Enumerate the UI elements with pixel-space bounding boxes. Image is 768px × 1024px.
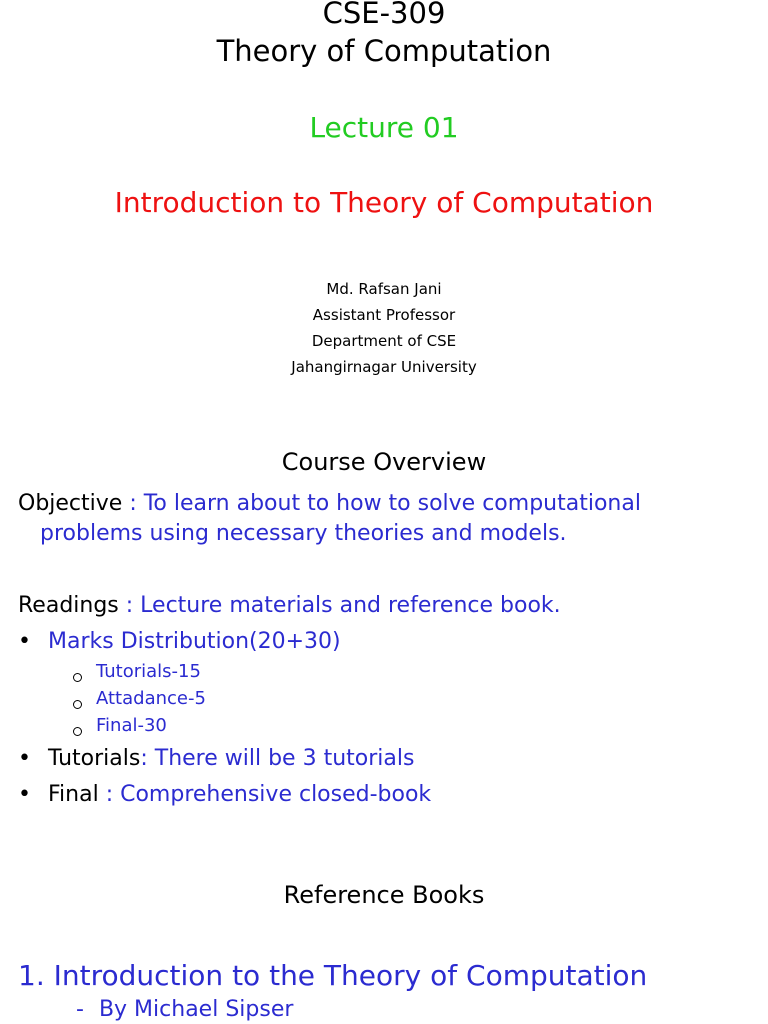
author-name: Md. Rafsan Jani: [326, 280, 442, 298]
reference-book-author-line: [76, 997, 293, 1022]
sub-bullet-icon: [73, 667, 82, 686]
tutorials-label: Tutorials: [48, 746, 141, 771]
sub-bullet-icon: [73, 694, 82, 713]
course-name: Theory of Computation: [216, 34, 552, 68]
reference-dash: -: [76, 997, 84, 1022]
marks-item-tutorials: Tutorials-15: [96, 661, 201, 682]
overview-heading: Course Overview: [281, 448, 487, 476]
final-separator: :: [98, 782, 121, 807]
marks-item-attendance: Attadance-5: [96, 688, 206, 709]
readings-separator: :: [118, 593, 141, 618]
lecture-topic: Introduction to Theory of Computation: [114, 186, 654, 219]
objective-separator: :: [122, 491, 144, 516]
author-position: Assistant Professor: [312, 306, 456, 324]
reference-book-title: 1. Introduction to the Theory of Computation: [18, 959, 648, 992]
bullet-icon: •: [18, 746, 31, 771]
marks-distribution: Marks Distribution(20+30): [48, 629, 341, 654]
marks-item-final: Final-30: [96, 715, 167, 736]
references-heading: Reference Books: [283, 881, 485, 909]
tutorials-line: [48, 746, 414, 771]
objective-line: [18, 491, 641, 516]
objective-text: To learn about to how to solve computational: [143, 491, 641, 516]
objective-label: Objective: [18, 491, 123, 516]
objective-text-continued: problems using necessary theories and models.: [40, 521, 567, 546]
sub-bullet-icon: [73, 721, 82, 740]
author-university: Jahangirnagar University: [291, 358, 477, 376]
bullet-icon: •: [18, 629, 31, 654]
readings-text: Lecture materials and reference book.: [140, 593, 561, 618]
final-text: Comprehensive closed-book: [120, 782, 432, 807]
readings-label: Readings: [18, 593, 119, 618]
author-department: Department of CSE: [311, 332, 457, 350]
final-line: [48, 782, 431, 807]
course-code: CSE-309: [322, 0, 446, 30]
readings-line: [18, 593, 561, 618]
final-label: Final: [48, 782, 99, 807]
tutorials-separator: :: [140, 746, 155, 771]
reference-book-author: By Michael Sipser: [98, 997, 294, 1022]
lecture-number: Lecture 01: [309, 111, 459, 144]
bullet-icon: •: [18, 782, 31, 807]
tutorials-text: There will be 3 tutorials: [154, 746, 415, 771]
